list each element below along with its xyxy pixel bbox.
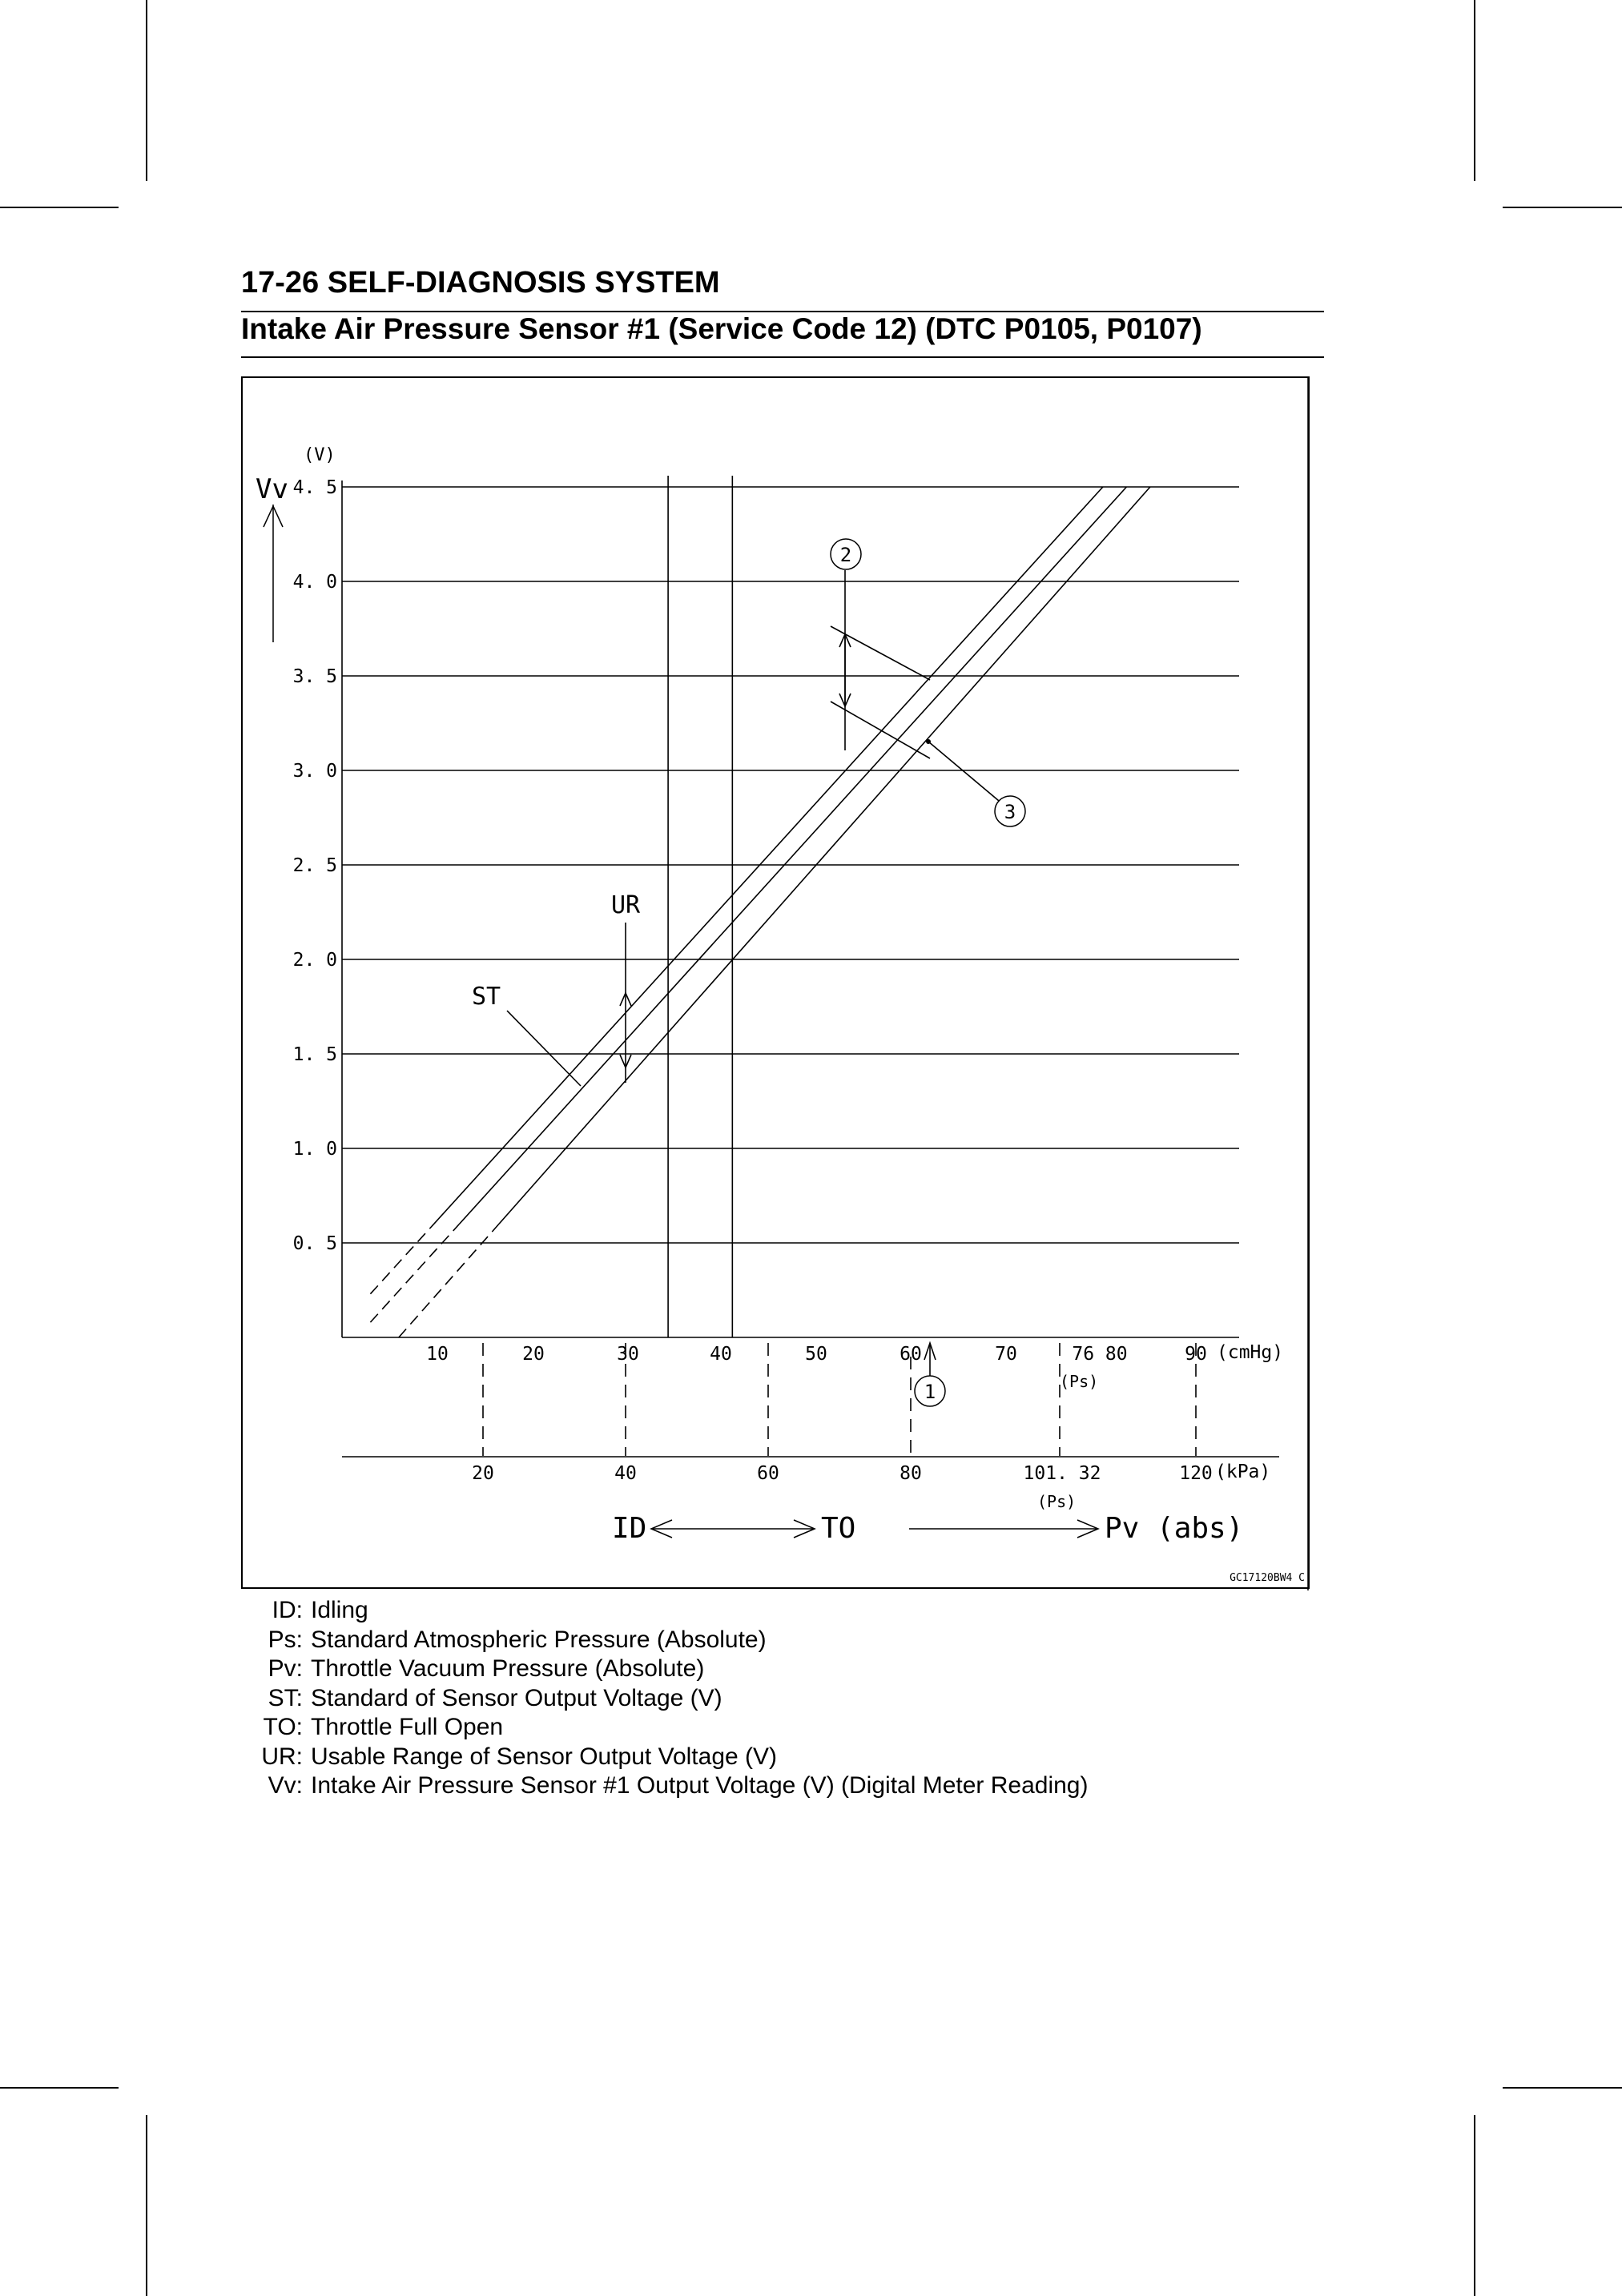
- crop-mark: [146, 0, 147, 181]
- kpa-ps-label: (Ps): [1037, 1492, 1077, 1511]
- cmhg-tick-label: 90: [1185, 1344, 1207, 1365]
- figure-code: GC17120BW4 C: [1230, 1572, 1305, 1584]
- pressure-voltage-graph: [243, 378, 1311, 1590]
- legend-key: Ps:: [268, 1626, 303, 1653]
- y-tick-label: 3. 5: [292, 666, 337, 687]
- legend-row: [240, 1655, 1088, 1684]
- legend-separator: [303, 1771, 311, 1801]
- cmhg-tick-label: 76 80: [1072, 1344, 1128, 1365]
- marker-1: [915, 1376, 945, 1406]
- to-label: TO: [821, 1512, 856, 1545]
- crop-mark: [1474, 0, 1475, 181]
- cmhg-tick-label: 10: [426, 1344, 449, 1365]
- y-tick-label: 1. 5: [292, 1044, 337, 1065]
- y-axis-unit: (V): [304, 445, 336, 465]
- page-header: 17-26 SELF-DIAGNOSIS SYSTEM: [241, 266, 720, 300]
- legend-separator: [303, 1655, 311, 1684]
- marker-3-label: 3: [1004, 801, 1016, 823]
- legend-key: ID:: [272, 1597, 303, 1623]
- crop-mark: [0, 2087, 119, 2089]
- kpa-tick-label: 20: [472, 1463, 494, 1484]
- st-label: ST: [472, 983, 501, 1011]
- y-tick-label: 2. 5: [292, 855, 337, 876]
- crop-mark: [1474, 2115, 1475, 2296]
- line-standard: [459, 487, 1126, 1224]
- legend-separator: [303, 1743, 311, 1772]
- marker-2: [831, 539, 861, 569]
- id-label: ID: [612, 1512, 647, 1545]
- legend-key: UR:: [261, 1743, 303, 1770]
- legend-text: Usable Range of Sensor Output Voltage (V): [311, 1743, 778, 1770]
- kpa-unit: (kPa): [1215, 1462, 1271, 1482]
- legend-text: Throttle Vacuum Pressure (Absolute): [311, 1655, 705, 1682]
- y-tick-label: 4. 0: [292, 572, 337, 593]
- cmhg-tick-label: 70: [995, 1344, 1017, 1365]
- figure-frame: [241, 376, 1310, 1589]
- kpa-tick-label: 40: [614, 1463, 637, 1484]
- cmhg-tick-label: 50: [805, 1344, 827, 1365]
- ur-label: UR: [611, 891, 641, 919]
- legend-separator: [303, 1626, 311, 1655]
- legend-text: Intake Air Pressure Sensor #1 Output Voltage (V) (Digital Meter Reading): [311, 1772, 1089, 1799]
- cmhg-tick-label: 20: [522, 1344, 545, 1365]
- kpa-tick-label: 101. 32: [1023, 1463, 1101, 1484]
- cmhg-tick-label: 60: [900, 1344, 922, 1365]
- y-tick-label: 3. 0: [292, 761, 337, 782]
- legend-separator: [303, 1596, 311, 1626]
- legend-separator: [303, 1684, 311, 1714]
- legend-text: Standard Atmospheric Pressure (Absolute): [311, 1626, 767, 1653]
- legend-key: Pv:: [268, 1655, 303, 1682]
- legend-row: [240, 1743, 1088, 1772]
- marker-1-label: 1: [924, 1381, 936, 1403]
- section-rule: [241, 356, 1324, 358]
- crop-mark: [1503, 207, 1622, 208]
- legend-row: [240, 1596, 1088, 1626]
- marker-3-dot: [926, 739, 931, 744]
- crop-mark: [0, 207, 119, 208]
- legend-row: [240, 1771, 1088, 1801]
- pv-label: Pv (abs): [1105, 1512, 1244, 1545]
- cmhg-unit: (cmHg): [1217, 1342, 1284, 1363]
- legend-row: [240, 1713, 1088, 1743]
- kpa-tick-label: 120: [1179, 1463, 1213, 1484]
- line-upper: [434, 487, 1103, 1224]
- kpa-tick-label: 60: [757, 1463, 779, 1484]
- legend-text: Standard of Sensor Output Voltage (V): [311, 1684, 722, 1711]
- crop-mark: [146, 2115, 147, 2296]
- marker-3-leader: [928, 742, 999, 801]
- y-tick-label: 2. 0: [292, 950, 337, 971]
- cmhg-ps-label: (Ps): [1060, 1372, 1099, 1391]
- legend-text: Idling: [311, 1597, 368, 1623]
- y-tick-label: 4. 5: [292, 477, 337, 498]
- line-upper-dashed: [370, 1224, 433, 1293]
- cmhg-tick-label: 30: [617, 1344, 639, 1365]
- line-standard-dashed: [370, 1224, 459, 1322]
- legend: [240, 1596, 1088, 1801]
- y-tick-label: 1. 0: [292, 1139, 337, 1160]
- legend-row: [240, 1684, 1088, 1714]
- legend-key: Vv:: [268, 1772, 303, 1799]
- st-leader: [507, 1011, 581, 1086]
- legend-key: TO:: [263, 1714, 303, 1740]
- y-axis-symbol: Vv: [256, 473, 288, 505]
- legend-text: Throttle Full Open: [311, 1714, 504, 1740]
- legend-separator: [303, 1713, 311, 1743]
- legend-row: [240, 1626, 1088, 1655]
- kpa-tick-label: 80: [900, 1463, 922, 1484]
- crop-mark: [1503, 2087, 1622, 2089]
- line-lower: [499, 487, 1150, 1224]
- y-tick-label: 0. 5: [292, 1233, 337, 1254]
- marker-2-label: 2: [839, 544, 852, 566]
- marker-3: [995, 796, 1025, 826]
- cmhg-tick-label: 40: [710, 1344, 732, 1365]
- legend-key: ST:: [268, 1684, 303, 1711]
- line-lower-dashed: [399, 1224, 499, 1337]
- section-title: Intake Air Pressure Sensor #1 (Service Code 12) (DTC P0105, P0107): [241, 312, 1202, 345]
